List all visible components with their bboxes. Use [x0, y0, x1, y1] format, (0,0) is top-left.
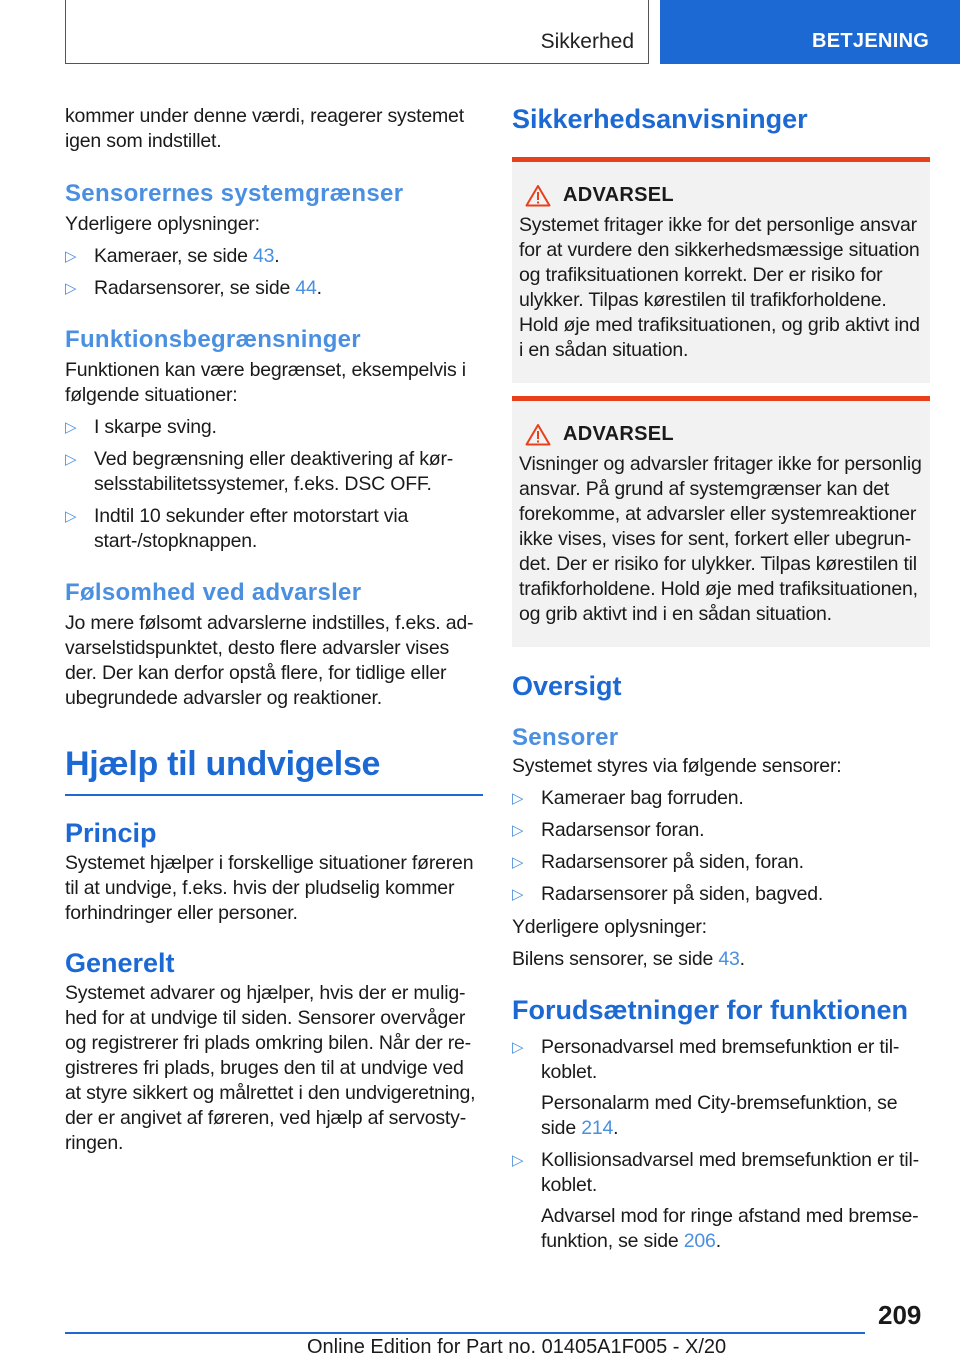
- list-item: ▷ Kollisionsadvarsel med bremsefunktion er tilkoblet. Advarsel mod for ringe afstand med bremsefunktion, se side 206.: [512, 1148, 930, 1254]
- warning-title: ADVARSEL: [525, 423, 922, 446]
- list-item: ▷ Kameraer, se side 43.: [65, 245, 280, 267]
- triangle-right-icon: ▷: [512, 886, 524, 903]
- page-link[interactable]: 214: [581, 1117, 614, 1139]
- page-link[interactable]: 206: [683, 1230, 716, 1252]
- triangle-right-icon: ▷: [512, 822, 524, 839]
- footer-edition: Online Edition for Part no. 01405A1F005 - X/20: [307, 1336, 727, 1358]
- intro-text: kommer under denne værdi, reagerer systemet igen som indstillet.: [65, 105, 464, 152]
- sensitivity-text: Jo mere følsomt advarslerne indstilles, f.eks. advarselstidspunktet, desto flere advarsler vises der. Der kan derfor opstå flere, for tidlige eller ubegrundede advarsler og reaktioner.: [65, 612, 474, 709]
- sensors-list: [512, 786, 930, 907]
- warning-text: Visninger og advarsler fritager ikke for personlig ansvar. På grund af systemgrænser kan det forekomme, at advarsler eller systemreaktioner ikke vises, vises for sent, forkert eller ubegrundet. Der er risiko for ulykker. Tilpas kørestilen til trafikforholdene. Hold øje med trafiksituationen, og grib aktivt ind i en sådan situation.: [519, 453, 922, 625]
- list-item: ▷ Kameraer bag forruden.: [512, 787, 744, 809]
- overview-heading: Oversigt: [512, 671, 622, 701]
- safety-heading: Sikkerhedsanvisninger: [512, 104, 808, 134]
- list-item: ▷ Radarsensorer på siden, foran.: [512, 851, 804, 873]
- footer-rule: [65, 1332, 865, 1334]
- sensor-limits-heading: Sensorernes systemgrænser: [65, 180, 404, 207]
- general-heading: Generelt: [65, 948, 175, 978]
- warning-box: [512, 396, 930, 647]
- prereq-heading: Forudsætninger for funktionen: [512, 995, 908, 1025]
- title-rule: [65, 794, 483, 796]
- triangle-right-icon: ▷: [65, 419, 77, 436]
- list-sub-text: Personalarm med City-bremsefunktion, se side 214.: [541, 1092, 898, 1139]
- sensors-lead: Systemet styres via følgende sensorer:: [512, 755, 842, 777]
- function-limits-heading: Funktionsbegrænsninger: [65, 326, 361, 353]
- list-item: ▷ Personadvarsel med bremsefunktion er tilkoblet. Personalarm med City-bremsefunktion, se side 214.: [512, 1035, 930, 1141]
- triangle-right-icon: ▷: [65, 451, 77, 468]
- prereq-list: [512, 1035, 930, 1254]
- list-item: ▷ Ved begrænsning eller deaktivering af kørselsstabilitetssystemer, f.eks. DSC OFF.: [65, 448, 454, 495]
- warning-triangle-icon: [525, 184, 551, 207]
- header-section-label: Sikkerhed: [540, 30, 634, 53]
- header-chapter-tab[interactable]: [660, 0, 960, 64]
- triangle-right-icon: ▷: [65, 508, 77, 525]
- triangle-right-icon: ▷: [512, 1039, 524, 1056]
- header-section-box: [65, 0, 649, 64]
- triangle-right-icon: ▷: [65, 280, 77, 297]
- triangle-right-icon: ▷: [512, 790, 524, 807]
- sensors-ref: Bilens sensorer, se side 43.: [512, 948, 745, 970]
- list-item: ▷ Radarsensorer på siden, bagved.: [512, 883, 824, 905]
- main-title: Hjælp til undvigelse: [65, 745, 381, 783]
- sensors-more: Yderligere oplysninger:: [512, 916, 707, 938]
- triangle-right-icon: ▷: [65, 248, 77, 265]
- right-column: [512, 104, 930, 1254]
- page-link[interactable]: 43: [718, 948, 740, 970]
- principle-heading: Princip: [65, 818, 157, 848]
- warning-box: [512, 157, 930, 383]
- list-sub-text: Advarsel mod for ringe afstand med bremsefunktion, se side 206.: [541, 1205, 919, 1252]
- principle-text: Systemet hjælper i forskellige situationer føreren til at undvige, f.eks. hvis der pludselig kommer forhindringer eller personer.: [65, 852, 474, 924]
- general-text: Systemet advarer og hjælper, hvis der er mulighed for at undvige til siden. Sensorer overvåger og registrerer fri plads omkring bilen. Når der registreres fri plads, bruges den til at undvige ved at styre sikkert og målrettet i den undvigeretning, der er angivet af føreren, ved hjælp af servostyringen.: [65, 982, 476, 1154]
- warning-title: ADVARSEL: [525, 184, 922, 207]
- list-item: ▷ Radarsensorer, se side 44.: [65, 277, 322, 299]
- sensitivity-heading: Følsomhed ved advarsler: [65, 579, 362, 606]
- page-link[interactable]: 43: [252, 245, 275, 267]
- list-item: ▷ Indtil 10 sekunder efter motorstart via start-/stopknappen.: [65, 505, 409, 552]
- header-chapter-label: BETJENING: [812, 30, 930, 52]
- page-link[interactable]: 44: [295, 277, 317, 299]
- function-limits-lead: Funktionen kan være begrænset, eksempelvis i følgende situationer:: [65, 359, 466, 406]
- sensor-limits-list: [65, 244, 483, 301]
- list-item: ▷ I skarpe sving.: [65, 416, 217, 438]
- list-item: ▷ Radarsensor foran.: [512, 819, 705, 841]
- warning-text: Systemet fritager ikke for det personlige ansvar for at vurdere den sikkerhedsmæssige situation og trafiksituationen korrekt. Der er risiko for ulykker. Tilpas kørestilen til trafikforholdene. Hold øje med trafiksituationen, og grib aktivt ind i en sådan situation.: [519, 214, 920, 361]
- sensor-limits-lead: Yderligere oplysninger:: [65, 213, 260, 235]
- warning-triangle-icon: [525, 423, 551, 446]
- triangle-right-icon: ▷: [512, 854, 524, 871]
- sensors-heading: Sensorer: [512, 724, 619, 751]
- triangle-right-icon: ▷: [512, 1152, 524, 1169]
- function-limits-list: [65, 415, 483, 554]
- page-number: 209: [878, 1300, 922, 1330]
- left-column: [65, 104, 483, 1156]
